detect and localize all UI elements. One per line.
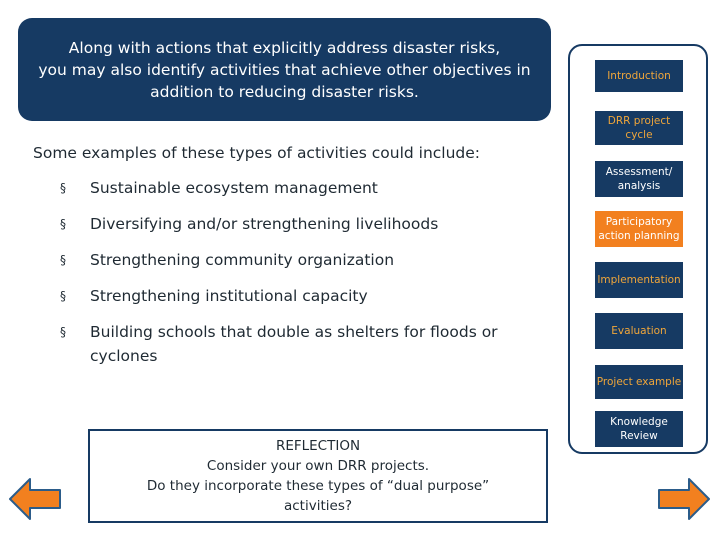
reflection-line-3: activities?: [283, 498, 353, 514]
right-arrow-icon: [657, 476, 711, 522]
list-item: [60, 284, 550, 308]
bullet-text: Diversifying and/or strengthening livelihoods: [90, 215, 439, 233]
intro-text: Some examples of these types of activities could include:: [33, 144, 481, 162]
list-item: [60, 176, 550, 200]
reflection-box: [88, 429, 548, 523]
bullet-text: Building schools that double as shelters for floods or cyclones: [90, 323, 498, 365]
header-line-2: you may also identify activities that achieve other objectives in: [38, 60, 531, 79]
bullet-symbol: §: [60, 181, 66, 195]
header-line-1: Along with actions that explicitly address disaster risks,: [68, 38, 501, 57]
list-item: [60, 248, 550, 272]
bullet-list: [60, 176, 550, 380]
header-banner: [18, 18, 551, 121]
bullet-text: Strengthening community organization: [90, 251, 395, 269]
nav-item-drr-project-cycle[interactable]: DRR project cycle: [594, 110, 684, 146]
bullet-symbol: §: [60, 253, 66, 267]
bullet-text: Sustainable ecosystem management: [90, 179, 378, 197]
header-text: [38, 37, 530, 103]
list-item: [60, 320, 550, 368]
reflection-title: REFLECTION: [275, 438, 361, 454]
reflection-line-1: Consider your own DRR projects.: [206, 458, 430, 474]
bullet-symbol: §: [60, 325, 66, 339]
nav-item-participatory-action-planning[interactable]: Participatory action planning: [594, 210, 684, 248]
nav-item-evaluation[interactable]: Evaluation: [594, 312, 684, 350]
nav-item-project-example[interactable]: Project example: [594, 364, 684, 400]
forward-button[interactable]: [657, 476, 711, 522]
back-button[interactable]: [8, 476, 62, 522]
nav-item-knowledge-review[interactable]: Knowledge Review: [594, 410, 684, 448]
bullet-symbol: §: [60, 217, 66, 231]
nav-item-introduction[interactable]: Introduction: [594, 59, 684, 93]
bullet-text: Strengthening institutional capacity: [90, 287, 368, 305]
header-line-3: addition to reducing disaster risks.: [150, 82, 419, 101]
reflection-line-2: Do they incorporate these types of “dual purpose”: [146, 478, 490, 494]
list-item: [60, 212, 550, 236]
left-arrow-icon: [8, 476, 62, 522]
nav-item-implementation[interactable]: Implementation: [594, 261, 684, 299]
nav-item-assessment-analysis[interactable]: Assessment/ analysis: [594, 160, 684, 198]
bullet-symbol: §: [60, 289, 66, 303]
